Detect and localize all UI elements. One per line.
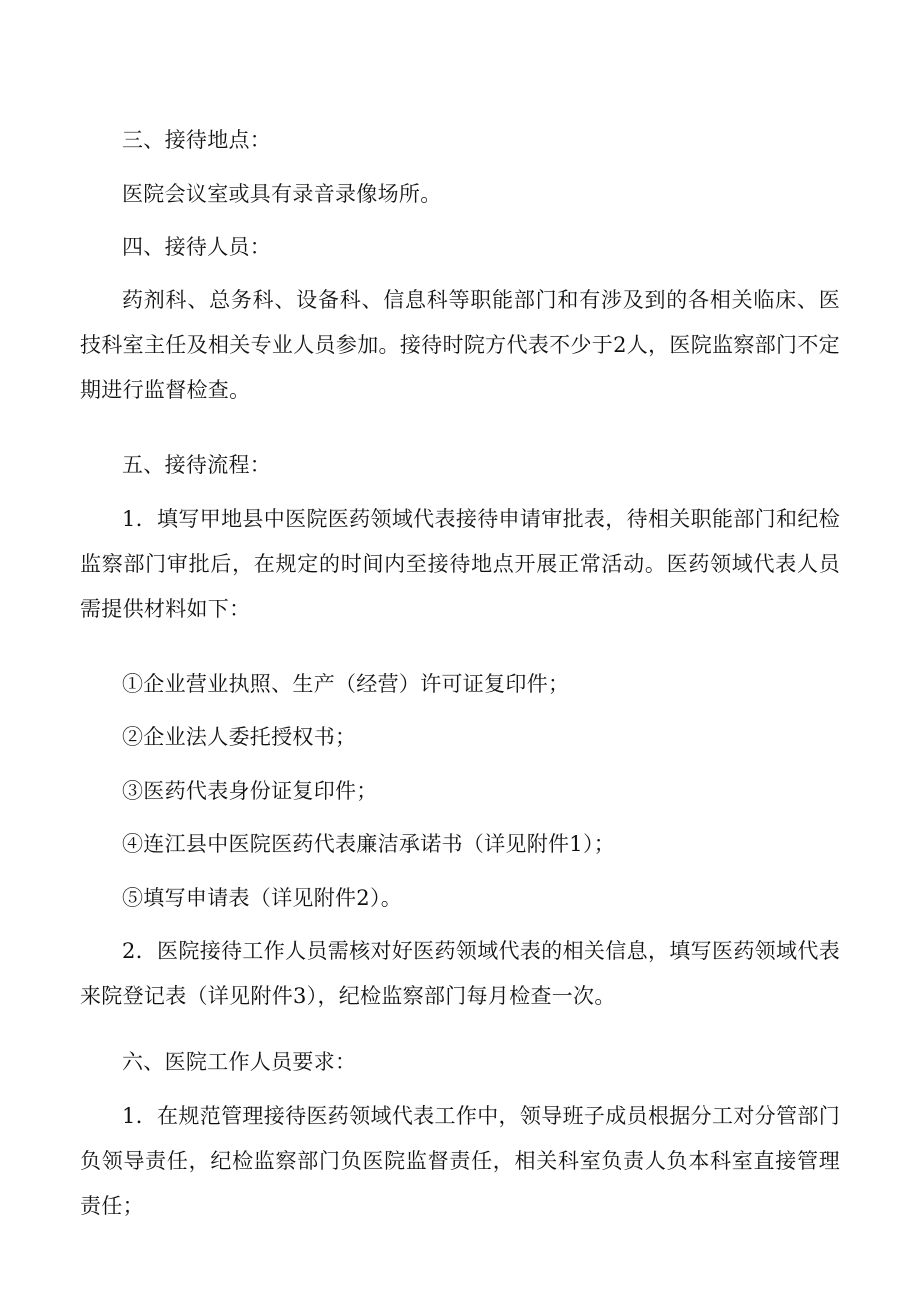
requirement-1: 1．在规范管理接待医药领域代表工作中，领导班子成员根据分工对分管部门负领导责任，纪检监察部门负医院监督责任，相关科室负责人负本科室直接管理责任； bbox=[80, 1104, 840, 1218]
document-page bbox=[80, 0, 840, 1301]
section-heading-staff-requirements: 六、医院工作人员要求： bbox=[122, 1050, 357, 1074]
process-step-2: 2．医院接待工作人员需核对好医药领域代表的相关信息，填写医药领域代表来院登记表（详见附件3），纪检监察部门每月检查一次。 bbox=[80, 939, 840, 1008]
reception-location-text: 医院会议室或具有录音录像场所。 bbox=[122, 182, 442, 206]
material-item: ②企业法人委托授权书； bbox=[122, 725, 357, 749]
section-heading-reception-process: 五、接待流程： bbox=[122, 453, 272, 477]
material-item: ③医药代表身份证复印件； bbox=[122, 779, 378, 803]
material-item: ①企业营业执照、生产（经营）许可证复印件； bbox=[122, 672, 570, 696]
material-item: ④连江县中医院医药代表廉洁承诺书（详见附件1）； bbox=[122, 832, 616, 856]
section-heading-reception-staff: 四、接待人员： bbox=[122, 235, 272, 259]
section-heading-reception-location: 三、接待地点： bbox=[122, 128, 272, 152]
reception-staff-text: 药剂科、总务科、设备科、信息科等职能部门和有涉及到的各相关临床、医技科室主任及相关专业人员参加。接待时院方代表不少于2人，医院监察部门不定期进行监督检查。 bbox=[80, 288, 840, 402]
process-step-1: 1．填写甲地县中医院医药领域代表接待申请审批表，待相关职能部门和纪检监察部门审批后，在规定的时间内至接待地点开展正常活动。医药领域代表人员需提供材料如下： bbox=[80, 507, 840, 621]
material-item: ⑤填写申请表（详见附件2）。 bbox=[122, 886, 403, 910]
